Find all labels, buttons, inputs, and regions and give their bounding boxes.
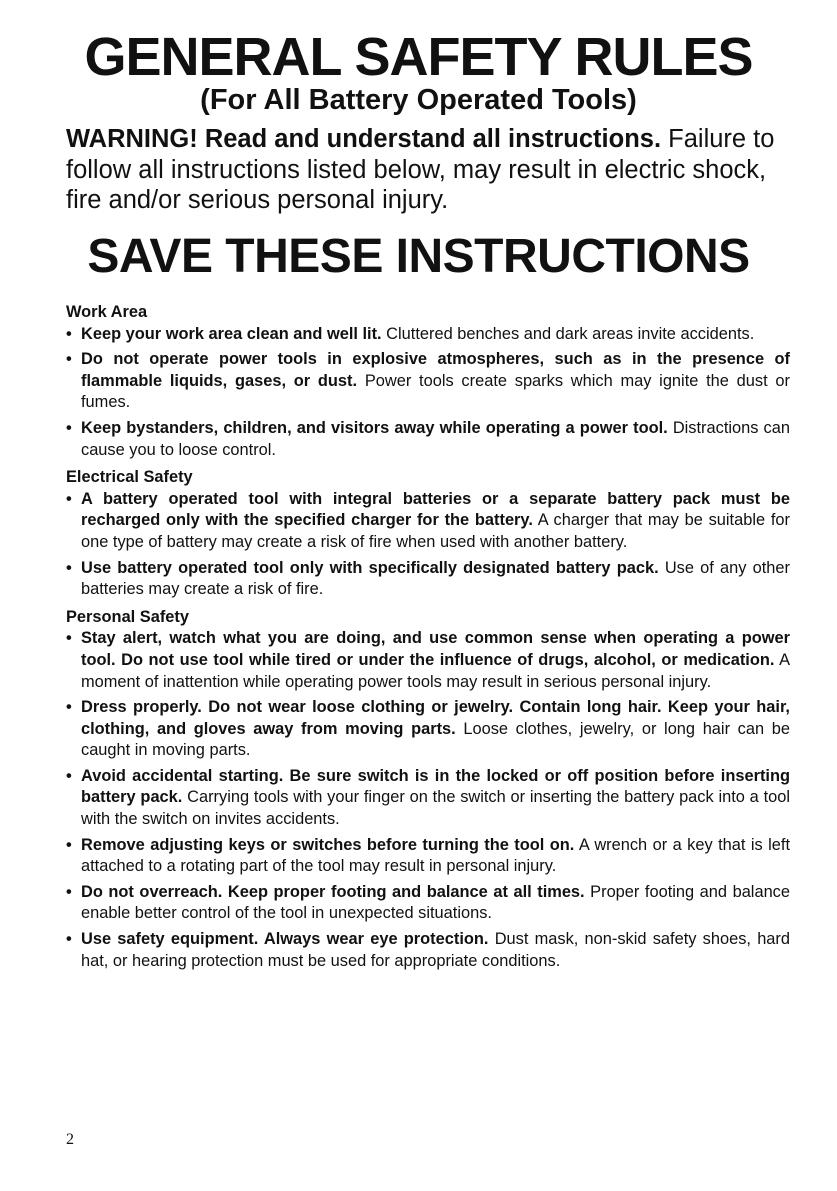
electrical-safety-rules [66, 489, 790, 601]
bullet-icon: • [66, 882, 72, 901]
work-area-rules [66, 324, 790, 462]
rule-text: A charger that may be suitable for one type of battery may create a risk of fire when used with another battery. [81, 511, 790, 551]
bullet-icon: • [66, 766, 72, 785]
bullet-icon: • [66, 489, 72, 508]
bullet-icon: • [66, 629, 72, 648]
safety-rules [66, 302, 790, 978]
rule-text: Power tools create sparks which may ignite the dust or fumes. [81, 371, 790, 412]
rule-bold: Dress properly. Do not wear loose clothing or jewelry. Contain long hair. Keep your hair, clothing, and gloves away from moving parts. [81, 698, 790, 738]
rule-item [66, 835, 790, 878]
rule-bold: Use battery operated tool only with specifically designated battery pack. [81, 558, 659, 577]
page-title: GENERAL SAFETY RULES [84, 27, 753, 87]
section-heading-personal-safety: Personal Safety [66, 607, 189, 626]
rule-text: Use of any other batteries may create a risk of fire. [81, 558, 791, 599]
rule-item [66, 349, 790, 414]
rule-text: Dust mask, non-skid safety shoes, hard hat, or hearing protection must be used for appropriate conditions. [81, 930, 791, 970]
rule-bold: Remove adjusting keys or switches before turning the tool on. [81, 835, 575, 854]
section-heading-work-area: Work Area [66, 303, 148, 321]
save-instructions-heading: SAVE THESE INSTRUCTIONS [87, 230, 750, 283]
bullet-icon: • [66, 930, 72, 949]
rule-bold: Keep bystanders, children, and visitors away while operating a power tool. [81, 418, 668, 437]
rule-text: A wrench or a key that is left attached to a rotating part of the tool may result in personal injury. [81, 835, 791, 876]
warning-paragraph [66, 124, 790, 216]
section-heading-electrical-safety: Electrical Safety [66, 468, 193, 487]
bullet-icon: • [66, 350, 72, 369]
rule-item [66, 558, 790, 601]
warning-text: Failure to follow all instructions listed below, may result in electric shock, fire and/or serious personal injury. [66, 125, 775, 214]
rule-bold: A battery operated tool with integral batteries or a separate battery pack must be recharged only with the specified charger for the battery. [81, 489, 790, 530]
rule-item [66, 766, 790, 831]
rule-bold: Do not operate power tools in explosive atmospheres, such as in the presence of flammable liquids, gases, or dust. [81, 350, 790, 390]
personal-safety-rules [66, 628, 790, 972]
rule-item [66, 489, 790, 554]
rule-text: Cluttered benches and dark areas invite accidents. [386, 324, 755, 343]
rule-text: Carrying tools with your finger on the switch or inserting the battery pack into a tool with the switch on invites accidents. [81, 788, 790, 829]
rule-item [66, 929, 790, 972]
rule-item [66, 882, 790, 925]
rule-bold: Use safety equipment. Always wear eye protection. [81, 930, 489, 949]
rule-item [66, 628, 790, 693]
bullet-icon: • [66, 324, 72, 343]
bullet-icon: • [66, 558, 72, 577]
rule-text: A moment of inattention while operating power tools may result in serious personal injury. [81, 650, 790, 691]
page-number: 2 [66, 1131, 74, 1148]
rule-bold: Keep your work area clean and well lit. [81, 324, 382, 343]
rule-item [66, 418, 790, 461]
warning-lead: WARNING! Read and understand all instructions. [66, 125, 662, 153]
page-subtitle: (For All Battery Operated Tools) [200, 84, 637, 116]
bullet-icon: • [66, 698, 72, 717]
rule-bold: Stay alert, watch what you are doing, and use common sense when operating a power tool. Do not use tool while tired or under the influence of drugs, alcohol, or medication. [81, 629, 790, 669]
rule-text: Loose clothes, jewelry, or long hair can be caught in moving parts. [81, 719, 790, 760]
bullet-icon: • [66, 418, 72, 437]
rule-bold: Do not overreach. Keep proper footing and balance at all times. [81, 882, 585, 901]
rule-bold: Avoid accidental starting. Be sure switch is in the locked or off position before inserting battery pack. [81, 766, 790, 807]
rule-text: Distractions can cause you to loose control. [81, 418, 790, 459]
bullet-icon: • [66, 835, 72, 854]
rule-item [66, 324, 790, 346]
rule-item [66, 697, 790, 762]
rule-text: Proper footing and balance enable better control of the tool in unexpected situations. [81, 882, 790, 923]
